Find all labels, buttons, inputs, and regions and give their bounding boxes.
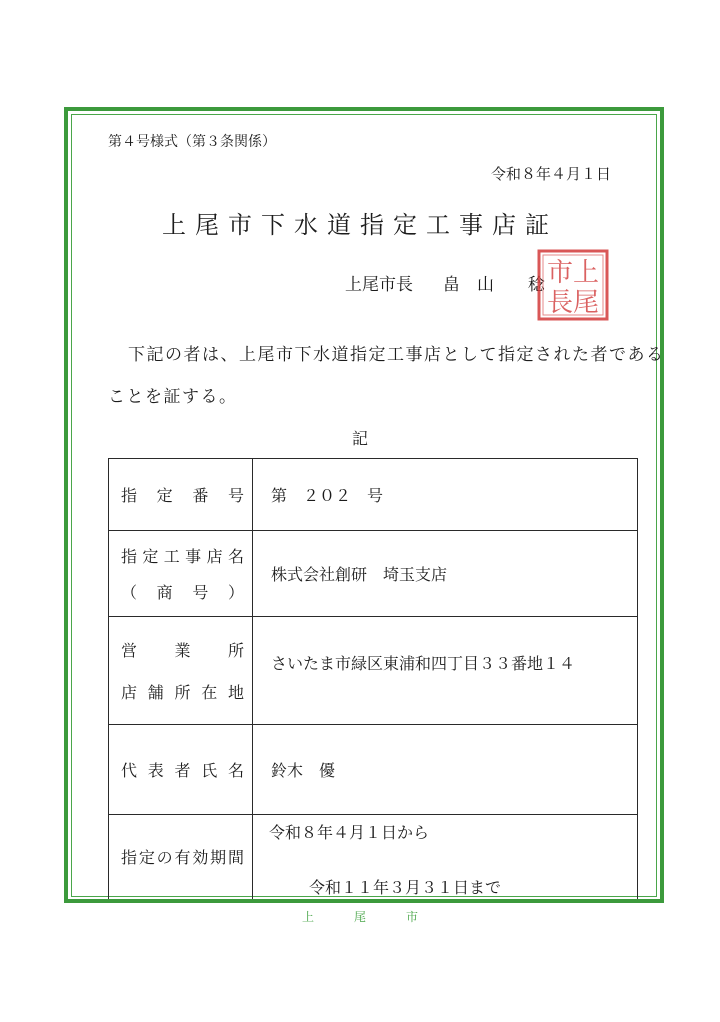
seal-text-line-2: 長尾 <box>546 288 600 318</box>
label-location <box>109 617 253 725</box>
justified-label <box>119 483 246 506</box>
justified-label <box>119 580 246 603</box>
issuer-title: 上尾市長 <box>345 275 413 295</box>
details-table <box>108 458 638 899</box>
label-char: 地 <box>227 683 244 702</box>
label-validity-period <box>109 815 253 899</box>
label-char: 商 <box>156 583 173 602</box>
table-row-validity <box>109 815 638 899</box>
label-char: 事 <box>185 547 202 566</box>
label-char: 期 <box>210 848 227 868</box>
footer-city-name: 上尾市 <box>301 910 458 924</box>
body-text-line-2: ことを証する。 <box>108 387 238 407</box>
label-char: 号 <box>227 486 244 505</box>
label-char: 舗 <box>147 683 164 702</box>
label-char: 定 <box>138 848 155 868</box>
certificate-title: 上尾市下水道指定工事店証 <box>162 211 558 239</box>
ki-heading: 記 <box>351 429 368 448</box>
label-char: 所 <box>174 683 191 702</box>
justified-label <box>119 544 246 567</box>
justified-label <box>119 758 246 781</box>
label-shop-name <box>109 531 253 617</box>
value-location: さいたま市緑区東浦和四丁目３３番地１４ <box>253 617 638 725</box>
label-char: 所 <box>227 641 244 660</box>
issuer <box>345 270 545 295</box>
label-char: 在 <box>201 683 218 702</box>
form-number: 第４号様式（第３条関係） <box>108 134 276 150</box>
value-shop-name: 株式会社創研 埼玉支店 <box>253 531 638 617</box>
label-char: 定 <box>142 547 159 566</box>
seal-text-line-1: 市上 <box>546 258 600 288</box>
label-char: 店 <box>121 683 138 702</box>
label-char: ） <box>227 583 244 602</box>
label-char: 指 <box>121 486 138 505</box>
label-char: 営 <box>121 641 138 660</box>
label-char: 氏 <box>201 761 218 780</box>
table-row-shop <box>109 531 638 617</box>
issuer-name: 畠 山 稔 <box>443 275 545 295</box>
validity-from: 令和８年４月１日から <box>269 822 430 842</box>
table-row-location <box>109 617 638 725</box>
label-char: 号 <box>192 583 209 602</box>
label-char: 指 <box>121 547 138 566</box>
label-char: 者 <box>174 761 191 780</box>
label-char: 工 <box>163 547 180 566</box>
label-char: （ <box>121 583 138 602</box>
justified-label <box>119 638 246 661</box>
value-designation-number: 第 ２０２ 号 <box>253 459 638 531</box>
label-char: の <box>156 848 173 868</box>
label-char: 指 <box>121 848 138 868</box>
value-validity-period <box>253 815 638 899</box>
justified-label <box>119 845 246 868</box>
justified-label <box>119 680 246 703</box>
label-char: 名 <box>227 761 244 780</box>
body-text-line-1: 下記の者は、上尾市下水道指定工事店として指定された者である <box>128 345 665 365</box>
label-representative <box>109 725 253 815</box>
label-char: 店 <box>206 547 223 566</box>
validity-to: 令和１１年３月３１日まで <box>309 877 502 897</box>
official-seal-stamp <box>536 248 610 322</box>
label-char: 定 <box>156 486 173 505</box>
label-char: 名 <box>227 547 244 566</box>
table-row-number <box>109 459 638 531</box>
label-char: 有 <box>174 848 191 868</box>
label-char: 代 <box>121 761 138 780</box>
label-char: 番 <box>192 486 209 505</box>
label-char: 間 <box>227 848 244 868</box>
table-row-representative <box>109 725 638 815</box>
label-char: 表 <box>147 761 164 780</box>
label-designation-number <box>109 459 253 531</box>
issue-date: 令和８年４月１日 <box>491 165 612 183</box>
label-char: 業 <box>174 641 191 660</box>
label-char: 効 <box>192 848 209 868</box>
value-representative: 鈴木 優 <box>253 725 638 815</box>
